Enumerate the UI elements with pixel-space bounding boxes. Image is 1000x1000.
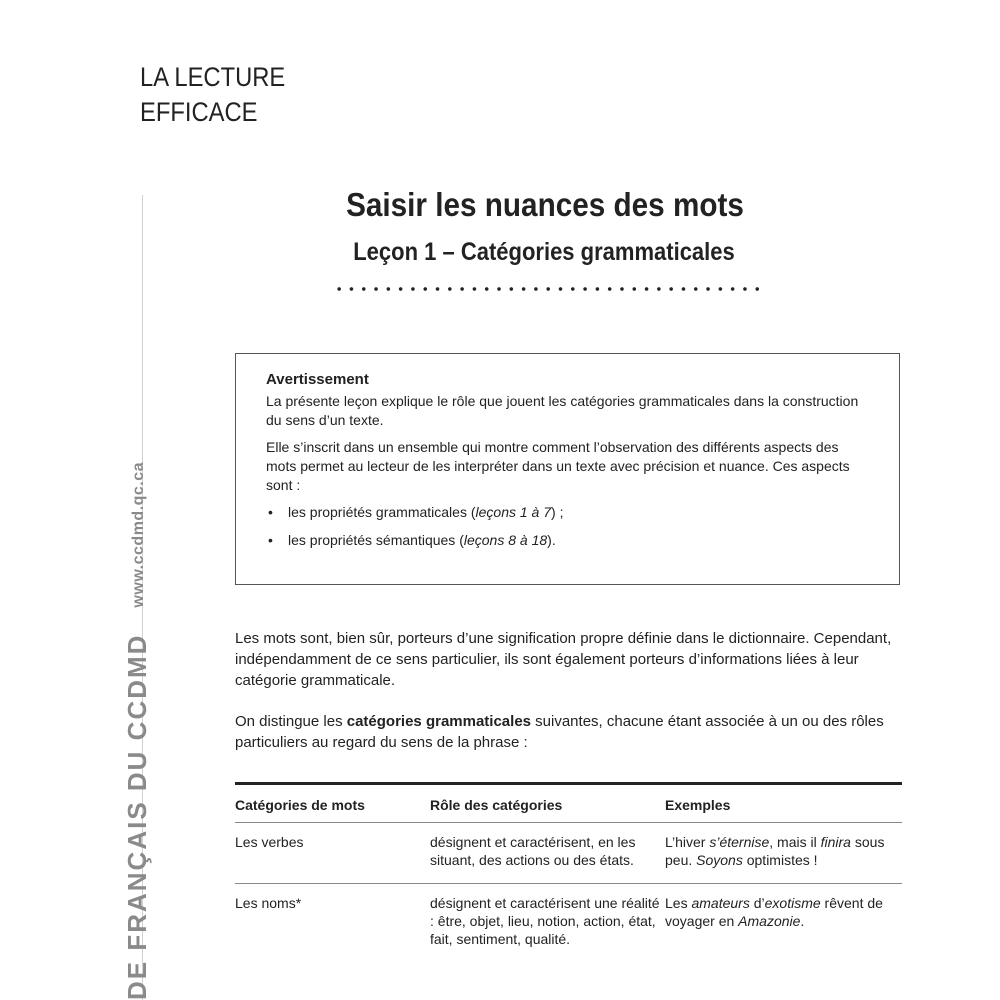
lesson-subtitle: Leçon 1 – Catégories grammaticales	[353, 238, 735, 266]
intro-paragraph: Les mots sont, bien sûr, porteurs d’une signification propre définie dans le dictionnaire. Cependant, indépendamment de ce sens particulier, ils sont également porteurs d’informations liées à leur catégorie grammaticale.	[235, 630, 892, 689]
category-cell: Les noms*	[235, 895, 302, 911]
sidebar-publisher	[122, 462, 153, 1000]
example-cell: L’hiver s’éternise, mais il finira sous peu. Soyons optimistes !	[665, 834, 885, 868]
example-cell: Les amateurs d’exotisme rêvent de voyager en Amazonie.	[665, 895, 883, 929]
series-title-line2: EFFICACE	[140, 97, 258, 127]
category-cell: Les verbes	[235, 834, 304, 850]
warning-heading: Avertissement	[266, 371, 369, 388]
table-row	[235, 884, 902, 962]
categories-paragraph: On distingue les catégories grammaticales suivantes, chacune étant associée à un ou des rôles particuliers au regard du sens de la phrase :	[235, 713, 884, 751]
categories-table	[235, 782, 902, 962]
series-title-line1: LA LECTURE	[140, 62, 286, 92]
warning-paragraph-1: La présente leçon explique le rôle que jouent les catégories grammaticales dans la construction du sens d’un texte.	[266, 393, 859, 428]
sidebar-url[interactable]: www.ccdmd.qc.ca	[130, 461, 147, 608]
column-header: Exemples	[665, 797, 731, 813]
page-title: Saisir les nuances des mots	[346, 186, 744, 223]
role-cell: désignent et caractérisent, en les situant, des actions ou des états.	[430, 834, 636, 868]
table-header-row	[235, 785, 902, 823]
role-cell: désignent et caractérisent une réalité : être, objet, lieu, notion, action, état, fait, sentiment, qualité.	[430, 895, 660, 947]
dotted-divider	[333, 286, 763, 292]
warning-box	[235, 353, 900, 585]
column-header: Catégories de mots	[235, 797, 365, 813]
list-item: • les propriétés sémantiques (leçons 8 à 18).	[266, 531, 871, 550]
warning-paragraph-2: Elle s’inscrit dans un ensemble qui montre comment l’observation des différents aspects des mots permet au lecteur de les interpréter dans un texte avec précision et nuance. Ces aspects sont :	[266, 439, 850, 493]
warning-list	[266, 503, 871, 550]
table-row	[235, 823, 902, 884]
list-item: • les propriétés grammaticales (leçons 1 à 7) ;	[266, 503, 871, 522]
series-title	[140, 60, 285, 130]
column-header: Rôle des catégories	[430, 797, 563, 813]
sidebar-label: DE FRANÇAIS DU CCDMD	[122, 633, 152, 1000]
